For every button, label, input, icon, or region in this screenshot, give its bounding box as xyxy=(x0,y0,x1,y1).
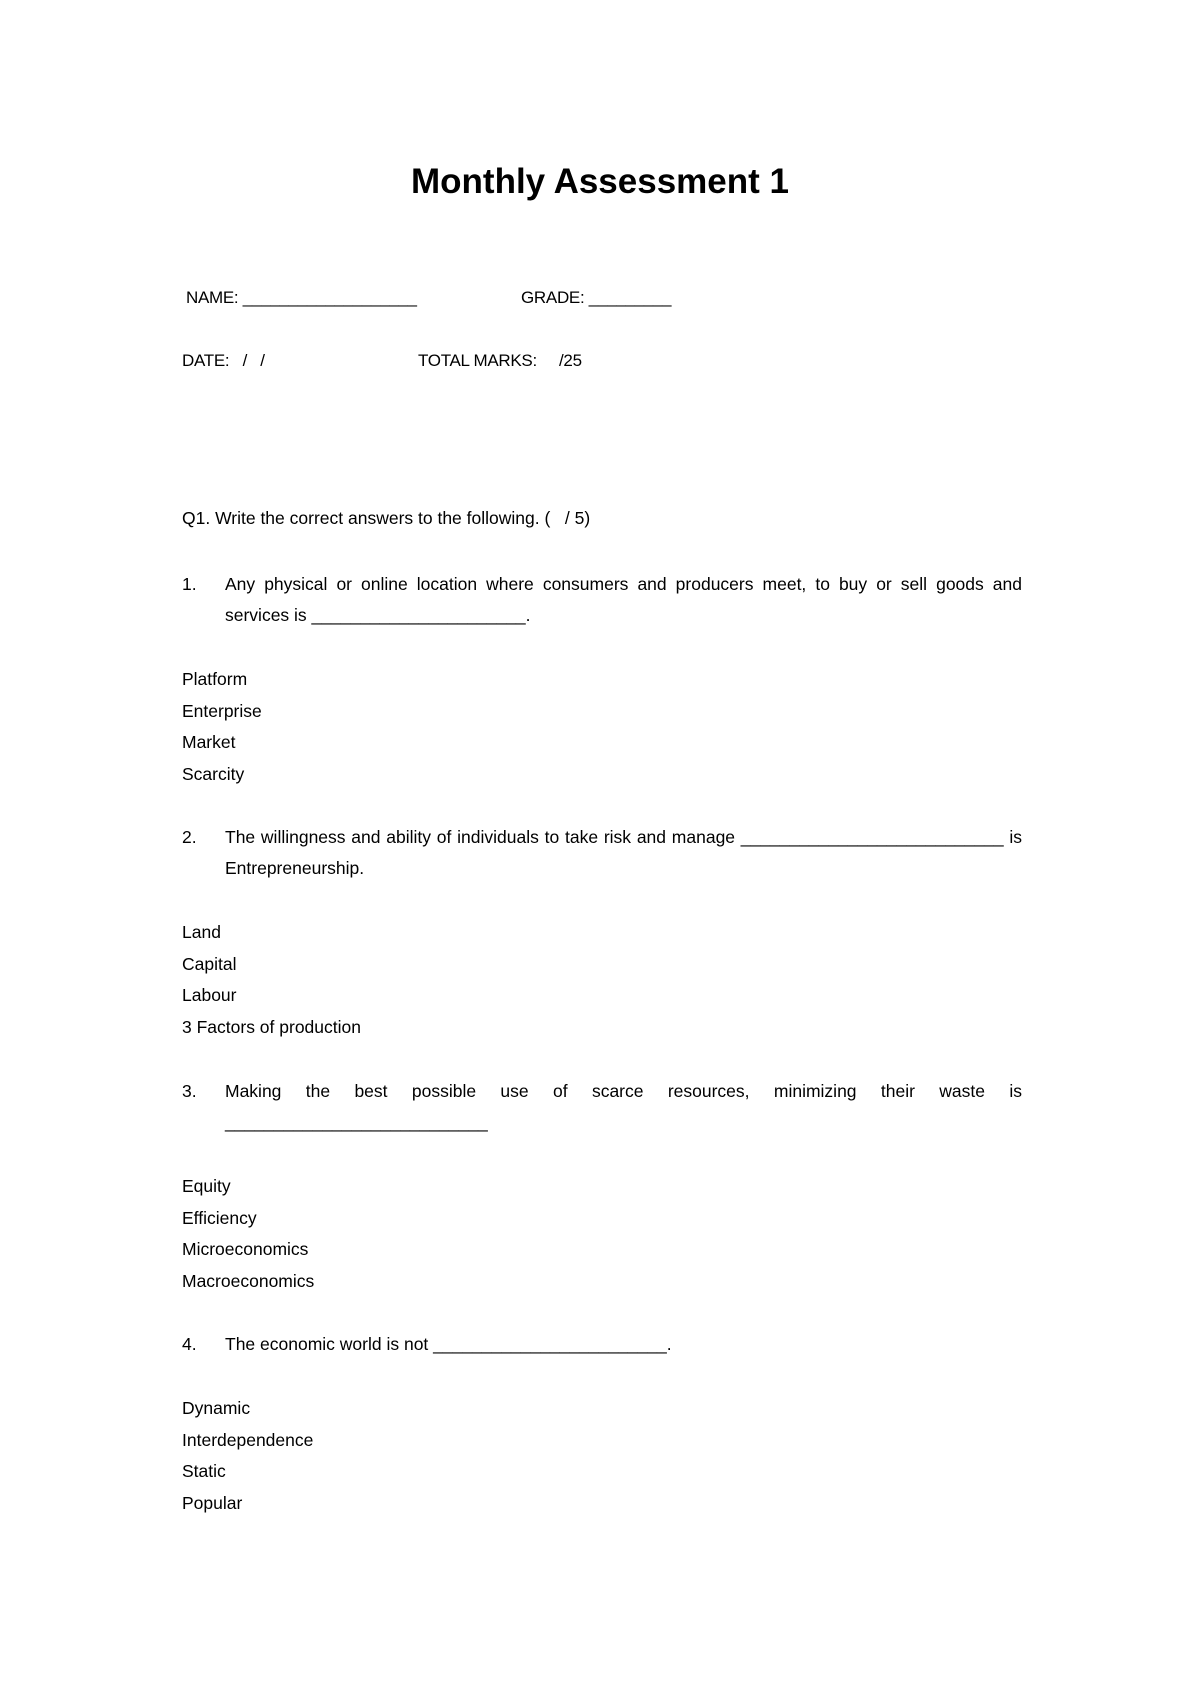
option-item: Enterprise xyxy=(182,700,262,721)
question-4 xyxy=(182,1329,1022,1360)
option-item: Popular xyxy=(182,1492,243,1513)
question-number: 3. xyxy=(182,1081,197,1101)
option-item: Microeconomics xyxy=(182,1239,309,1260)
section-heading: Q1. Write the correct answers to the following. ( / 5) xyxy=(182,508,591,528)
total-marks-field: TOTAL MARKS: /25 xyxy=(418,351,582,370)
question-text: Making the best possible use of scarce resources, minimizing their waste is ___________________________ xyxy=(225,1081,1022,1132)
question-number: 1. xyxy=(182,574,197,594)
question-3 xyxy=(182,1076,1022,1138)
options-list-4 xyxy=(182,1393,313,1519)
option-item: Efficiency xyxy=(182,1207,257,1228)
option-item: Platform xyxy=(182,669,248,689)
question-number: 4. xyxy=(182,1334,197,1354)
option-item: 3 Factors of production xyxy=(182,1016,361,1037)
question-number: 2. xyxy=(182,827,197,847)
question-2 xyxy=(182,822,1022,884)
page-title: Monthly Assessment 1 xyxy=(411,162,789,201)
question-text: Any physical or online location where consumers and producers meet, to buy or sell goods and services is ______________________. xyxy=(225,574,1022,625)
question-text: The economic world is not ________________________. xyxy=(225,1334,672,1354)
option-item: Interdependence xyxy=(182,1429,314,1450)
question-1 xyxy=(182,569,1022,631)
option-item: Scarcity xyxy=(182,763,245,784)
option-item: Labour xyxy=(182,985,237,1006)
options-list-3 xyxy=(182,1171,314,1297)
option-item: Macroeconomics xyxy=(182,1270,315,1291)
option-item: Dynamic xyxy=(182,1398,251,1418)
date-field: DATE: / / xyxy=(182,351,265,370)
grade-field: GRADE: _________ xyxy=(521,288,672,307)
name-field: NAME: ___________________ xyxy=(186,288,417,307)
option-item: Equity xyxy=(182,1176,231,1196)
question-text: The willingness and ability of individuals to take risk and manage ___________________________ is Entrepreneurship. xyxy=(225,827,1022,878)
option-item: Static xyxy=(182,1461,226,1482)
option-item: Capital xyxy=(182,953,237,974)
option-item: Market xyxy=(182,732,236,753)
options-list-1 xyxy=(182,664,262,790)
option-item: Land xyxy=(182,922,221,942)
options-list-2 xyxy=(182,917,361,1043)
